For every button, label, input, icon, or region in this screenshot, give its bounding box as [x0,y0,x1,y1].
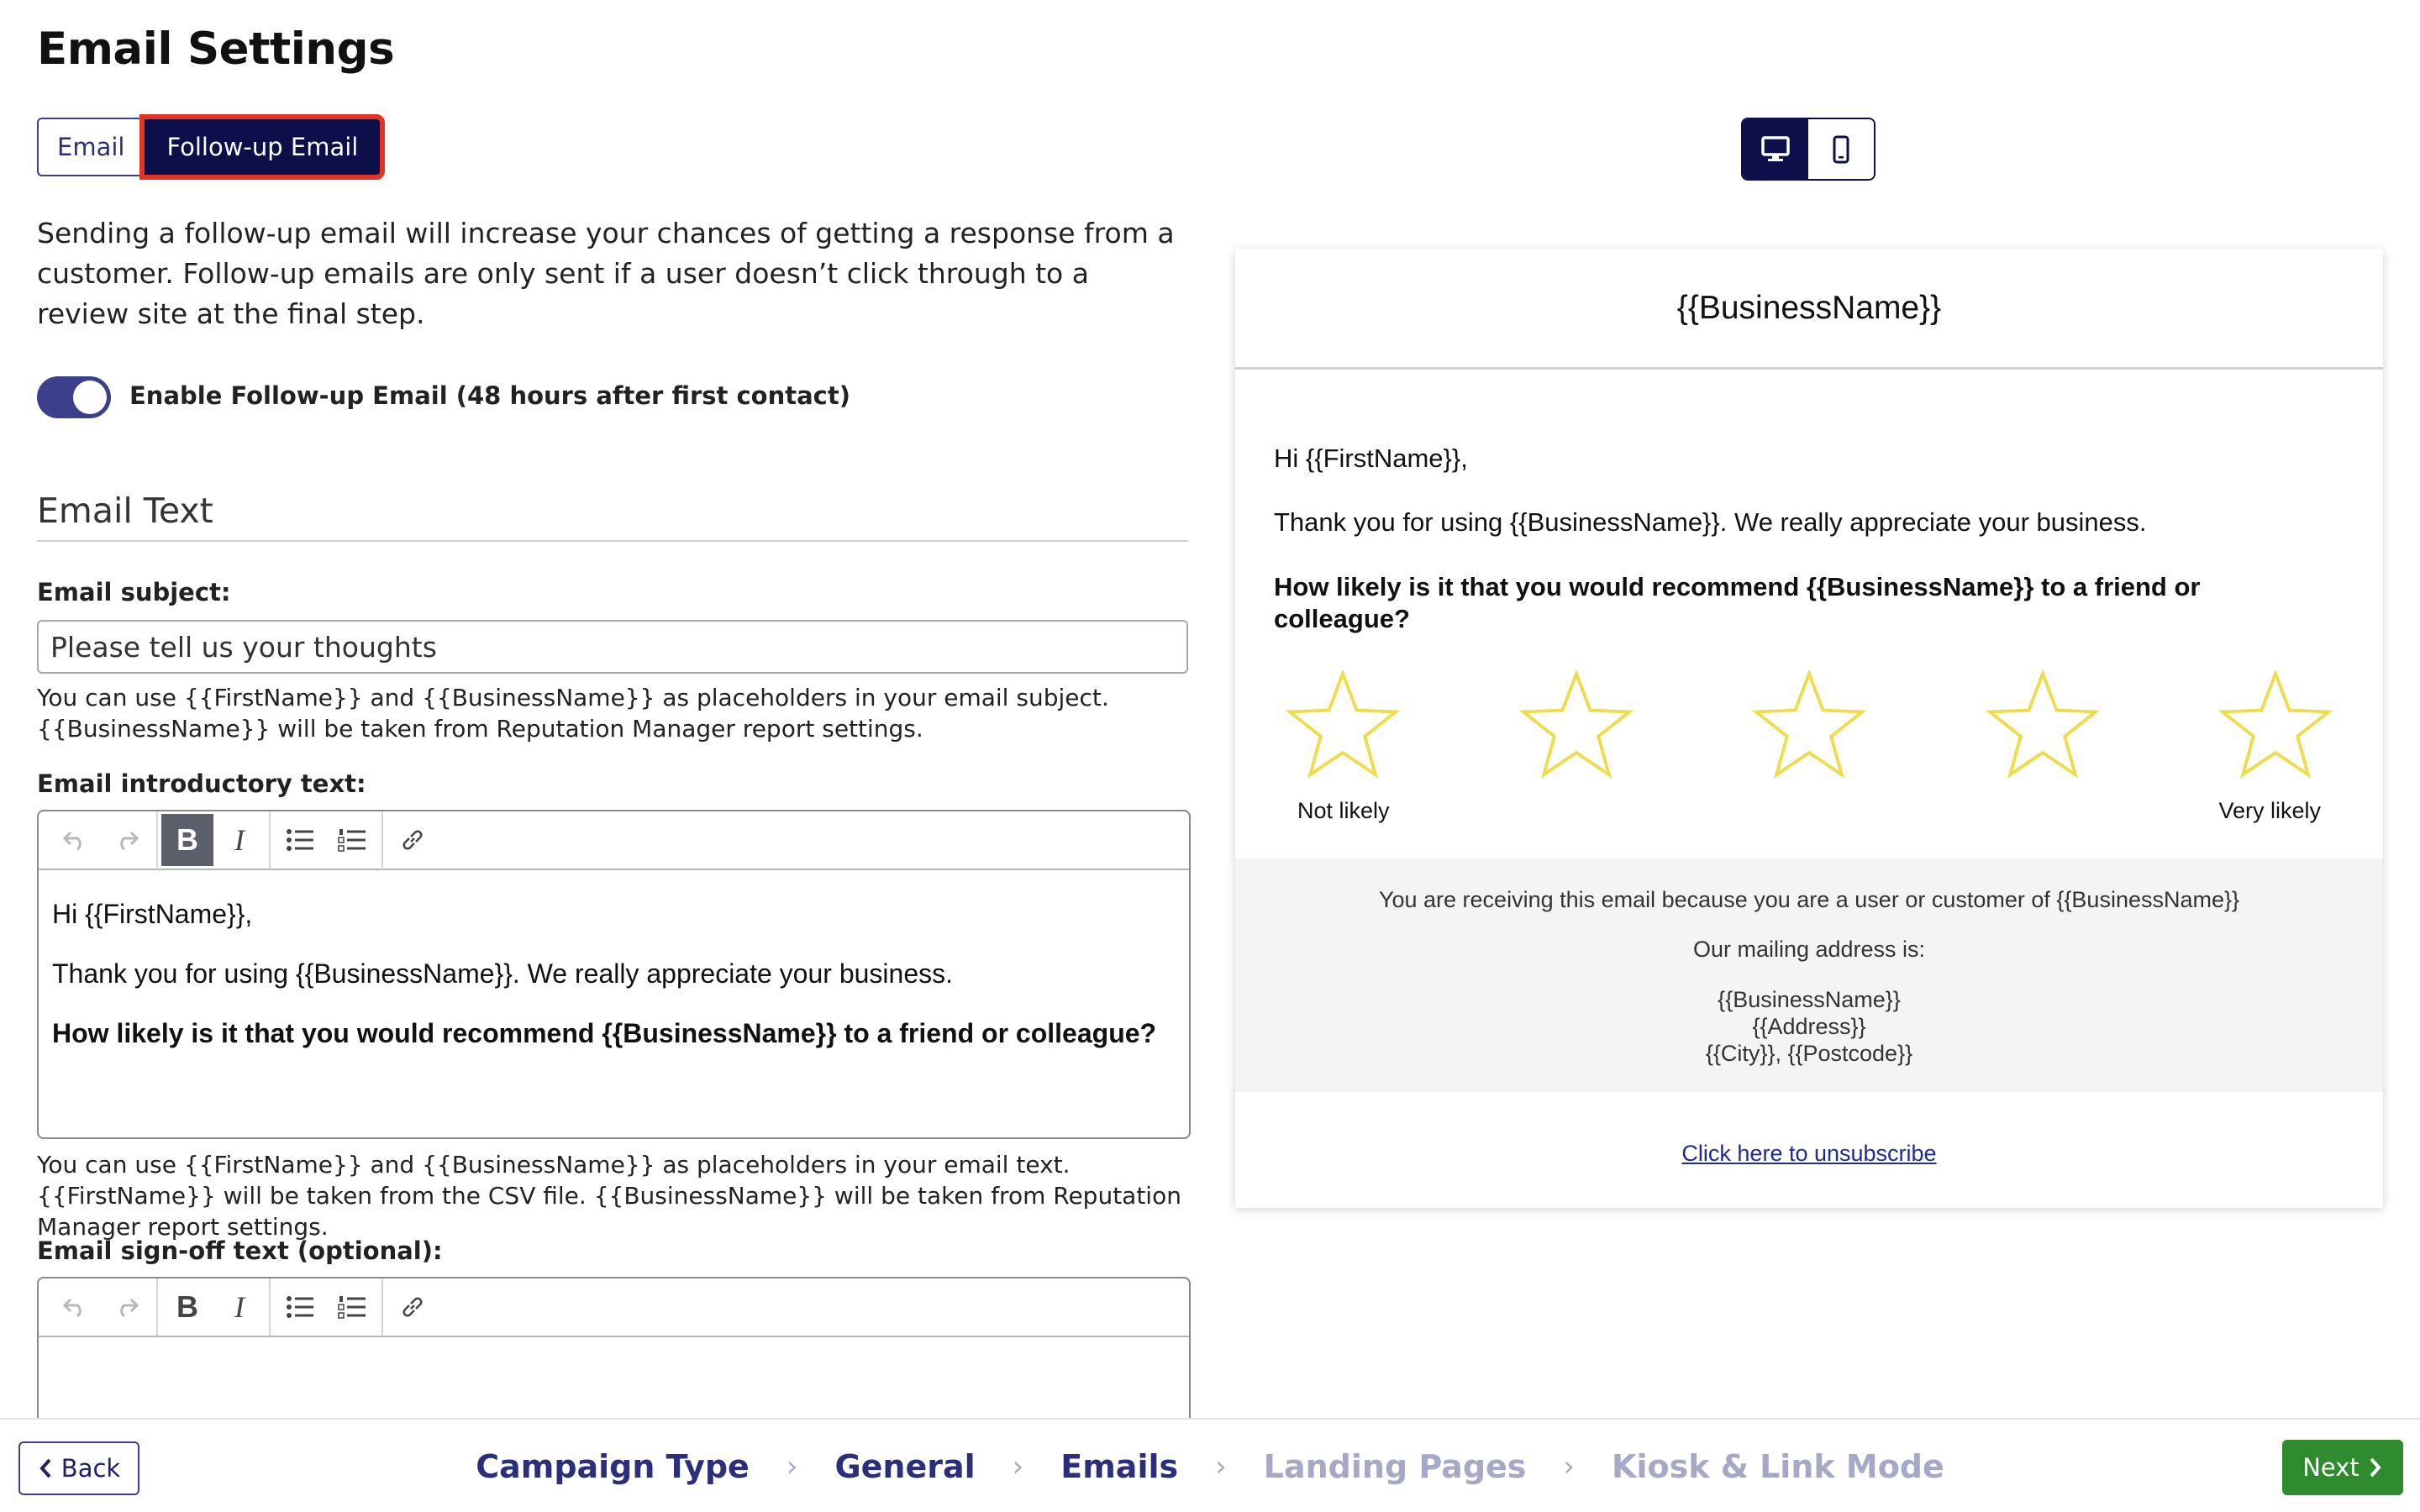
preview-question: How likely is it that you would recommend {{BusinessName}} to a friend or colleague? [1274,572,2201,633]
intro-editor-toolbar [39,811,1189,870]
step-emails[interactable]: Emails [1060,1448,1179,1485]
signoff-numbered-list-button[interactable] [326,1281,378,1333]
subject-help-text: You can use {{FirstName}} and {{BusinessName}} as placeholders in your email subject. {{BusinessName}} will be taken from Reputation Manager report settings. [37,684,1109,743]
undo-icon [62,829,87,851]
bullet-list-icon [286,827,314,853]
bold-button[interactable] [161,814,213,866]
chevron-right-icon: › [1215,1450,1227,1483]
email-subject-input[interactable] [37,620,1188,674]
link-icon [399,1294,426,1320]
back-button[interactable] [18,1441,139,1495]
enable-follow-up-toggle[interactable] [37,376,111,418]
bullet-list-button[interactable] [274,814,326,866]
undo-button[interactable] [49,814,101,866]
redo-icon [114,1296,139,1318]
signoff-link-button[interactable] [387,1281,439,1333]
chevron-right-icon: › [1012,1450,1024,1483]
chevron-right-icon [2368,1457,2383,1478]
step-general[interactable]: General [834,1448,976,1485]
wizard-steps [0,1420,2420,1512]
intro-text: Sending a follow-up email will increase your chances of getting a response from a customer. Follow-up emails are only sent if a user doesn’t click through to a review site at the final step. [37,217,1175,330]
italic-icon: I [234,823,245,857]
star-4-icon[interactable] [1986,670,2100,780]
numbered-list-icon [338,827,366,853]
rating-scale-labels [1274,798,2344,824]
chevron-right-icon: › [1563,1450,1576,1483]
back-label: Back [60,1454,121,1483]
link-icon [399,827,426,853]
device-toggle [1741,118,1876,181]
intro-question: How likely is it that you would recommend {{BusinessName}} to a friend or colleague? [52,1018,1157,1048]
step-landing-pages[interactable]: Landing Pages [1263,1448,1527,1485]
footer-notice: You are receiving this email because you are a user or customer of {{BusinessName}} [1378,887,2240,912]
italic-icon: I [234,1290,245,1324]
signoff-redo-button[interactable] [101,1281,153,1333]
mailing-address [1235,986,2383,1067]
star-1-icon[interactable] [1286,670,1400,780]
mobile-view-button[interactable] [1808,119,1874,179]
intro-text-label: Email introductory text: [37,769,366,798]
intro-text-editor [37,810,1191,1139]
intro-greeting: Hi {{FirstName}}, [52,899,253,929]
tab-email[interactable]: Email [37,118,143,176]
redo-button[interactable] [101,814,153,866]
intro-editor-content[interactable] [39,899,1189,1049]
desktop-view-button[interactable] [1743,119,1808,179]
next-label: Next [2302,1453,2360,1482]
star-3-icon[interactable] [1752,670,1866,780]
step-kiosk-link-mode[interactable]: Kiosk & Link Mode [1612,1448,1944,1485]
unsubscribe-link[interactable]: Click here to unsubscribe [1681,1141,1937,1166]
toggle-knob [73,381,107,414]
scale-high-label: Very likely [2218,798,2321,823]
intro-help-text: You can use {{FirstName}} and {{BusinessName}} as placeholders in your email text. {{FirstName}} will be taken from the CSV file. {{BusinessName}} will be taken from Reputation Manager report settings. [37,1151,1181,1241]
page-title: Email Settings [37,24,395,75]
signoff-undo-button[interactable] [49,1281,101,1333]
bold-icon: B [176,1289,198,1324]
next-button[interactable] [2282,1440,2403,1495]
undo-icon [62,1296,87,1318]
star-rating [1274,670,2344,780]
chevron-left-icon [38,1457,53,1479]
address-line: {{BusinessName}} [1718,987,1901,1012]
signoff-italic-button[interactable] [213,1281,266,1333]
wizard-nav-bar [0,1418,2420,1512]
address-line: {{Address}} [1752,1014,1866,1039]
address-line: {{City}}, {{Postcode}} [1705,1041,1913,1066]
star-5-icon[interactable] [2218,670,2333,780]
redo-icon [114,829,139,851]
email-preview [1235,249,2383,1208]
desktop-icon [1761,136,1790,163]
step-campaign-type[interactable]: Campaign Type [476,1448,750,1485]
bold-icon: B [176,822,198,857]
signoff-text-label: Email sign-off text (optional): [37,1236,443,1265]
chevron-right-icon: › [786,1450,798,1483]
bullet-list-icon [286,1294,314,1320]
preview-footer [1235,858,2383,1092]
signoff-editor-toolbar [39,1278,1189,1337]
preview-greeting: Hi {{FirstName}}, [1274,444,1468,473]
preview-thanks: Thank you for using {{BusinessName}}. We really appreciate your business. [1274,507,2147,537]
numbered-list-button[interactable] [326,814,378,866]
email-tabs [37,118,381,176]
preview-header: {{BusinessName}} [1235,249,2383,370]
email-text-heading: Email Text [37,491,213,531]
tab-follow-up-email[interactable]: Follow-up Email [143,118,381,176]
intro-thanks: Thank you for using {{BusinessName}}. We really appreciate your business. [52,958,953,989]
mobile-icon [1832,135,1850,164]
signoff-bullet-list-button[interactable] [274,1281,326,1333]
link-button[interactable] [387,814,439,866]
enable-follow-up-label: Enable Follow-up Email (48 hours after first contact) [129,381,850,410]
email-subject-label: Email subject: [37,578,231,606]
italic-button[interactable] [213,814,266,866]
numbered-list-icon [338,1294,366,1320]
star-2-icon[interactable] [1519,670,1634,780]
mailing-address-label: Our mailing address is: [1692,937,1926,962]
signoff-bold-button[interactable] [161,1281,213,1333]
section-divider [37,540,1188,542]
scale-low-label: Not likely [1297,798,1390,823]
